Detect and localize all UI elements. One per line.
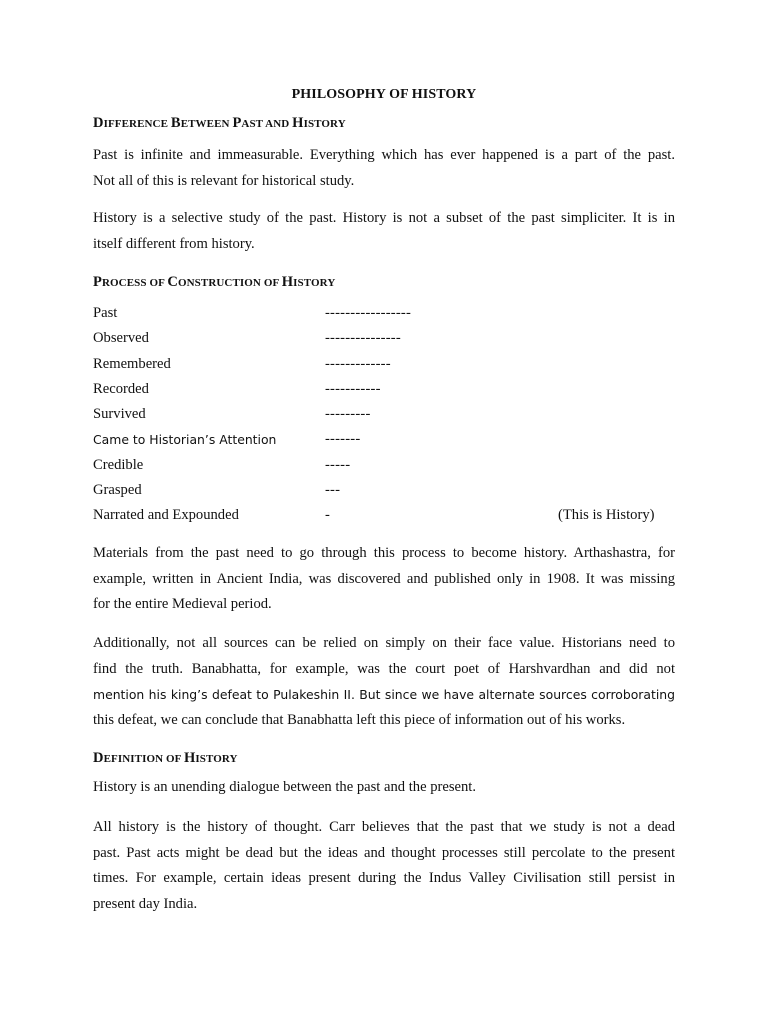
process-step	[93, 402, 675, 427]
section-heading-difference: DIFFERENCE BETWEEN PAST AND HISTORY	[93, 115, 346, 131]
step-dashes: -------	[325, 431, 361, 448]
process-step	[93, 377, 675, 402]
process-step	[93, 453, 675, 478]
step-dashes: -	[325, 507, 331, 524]
step-note: (This is History)	[558, 507, 655, 524]
text-line: present day India.	[93, 895, 198, 912]
section-heading-definition: DEFINITION OF HISTORY	[93, 750, 238, 766]
text-line: History is an unending dialogue between the past and the present.	[93, 779, 476, 795]
step-label: Past	[93, 305, 118, 321]
step-dashes: -----------------	[325, 305, 412, 321]
paragraph-thought	[93, 815, 675, 917]
step-label: Remembered	[93, 355, 171, 372]
text-line: itself different from history.	[93, 235, 255, 252]
text-line: for the entire Medieval period.	[93, 596, 272, 612]
paragraph-past-infinite	[93, 143, 675, 194]
text-line: find the truth. Banabhatta, for example, was the court poet of Harshvardhan and did not	[93, 660, 675, 677]
page-title: PHILOSOPHY OF HISTORY	[291, 87, 477, 102]
paragraph-sources	[93, 631, 675, 733]
process-step	[93, 427, 675, 452]
text-line: times. For example, certain ideas present during the Indus Valley Civilisation still persist in	[93, 870, 675, 886]
text-line: Past is infinite and immeasurable. Everything which has ever happened is a part of the past.	[93, 147, 675, 163]
step-label: Grasped	[93, 482, 142, 499]
paragraph-history-selective	[93, 206, 675, 257]
step-label: Narrated and Expounded	[93, 507, 239, 524]
step-dashes: -----	[325, 456, 351, 473]
step-dashes: ---	[325, 482, 341, 499]
text-line: mention his king’s defeat to Pulakeshin II. But since we have alternate sources corroborating	[93, 687, 675, 702]
step-label: Survived	[93, 406, 146, 423]
text-line: History is a selective study of the past. History is not a subset of the past simpliciter. It is in	[93, 210, 675, 226]
process-step	[93, 352, 675, 377]
text-line: Not all of this is relevant for historical study.	[93, 172, 355, 189]
process-step	[93, 503, 675, 528]
step-label: Came to Historian’s Attention	[93, 432, 277, 448]
text-line: All history is the history of thought. Carr believes that the past that we study is not a dead	[93, 819, 675, 835]
text-line: this defeat, we can conclude that Banabhatta left this piece of information out of his works.	[93, 711, 626, 728]
process-step	[93, 326, 675, 351]
section-heading-process: PROCESS OF CONSTRUCTION OF HISTORY	[93, 274, 336, 290]
text-line: Materials from the past need to go through this process to become history. Arthashastra, for	[93, 545, 675, 561]
text-line: example, written in Ancient India, was discovered and published only in 1908. It was missing	[93, 570, 675, 587]
step-label: Credible	[93, 456, 144, 473]
text-line: Additionally, not all sources can be relied on simply on their face value. Historians need to	[93, 635, 675, 651]
process-step	[93, 478, 675, 503]
step-dashes: ---------------	[325, 330, 401, 347]
step-label: Observed	[93, 330, 149, 347]
text-line: past. Past acts might be dead but the ideas and thought processes still percolate to the present	[93, 844, 675, 861]
step-label: Recorded	[93, 380, 149, 397]
step-dashes: -----------	[325, 380, 381, 397]
paragraph-materials	[93, 541, 675, 618]
step-dashes: -------------	[325, 355, 391, 372]
process-step	[93, 301, 675, 326]
paragraph-dialogue	[93, 775, 675, 801]
process-steps-list	[93, 301, 675, 529]
step-dashes: ---------	[325, 406, 371, 423]
